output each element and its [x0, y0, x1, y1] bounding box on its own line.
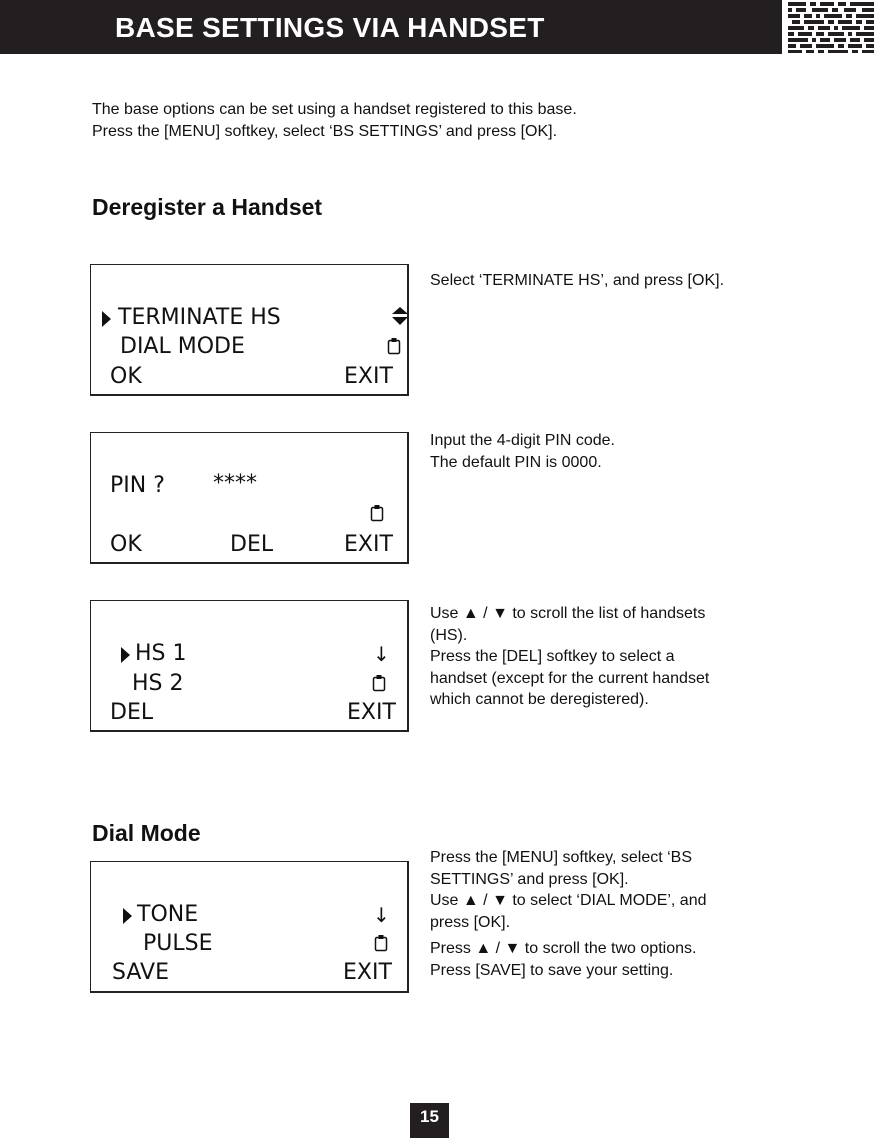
softkey-save: SAVE — [112, 960, 169, 985]
menu-item-dial-mode: DIAL MODE — [120, 334, 245, 359]
down-arrow-icon: ↓ — [373, 903, 390, 927]
note-line: which cannot be deregistered). — [430, 691, 649, 708]
softkey-exit: EXIT — [344, 364, 393, 389]
up-down-scroll-icon — [391, 306, 409, 326]
lcd-screen-dial-mode — [90, 861, 409, 993]
menu-item-terminate-hs: TERMINATE HS — [118, 305, 281, 330]
note-line: SETTINGS’ and press [OK]. — [430, 870, 629, 888]
clipboard-icon — [372, 674, 386, 692]
clipboard-icon — [387, 337, 401, 355]
down-arrow-icon: ↓ — [373, 642, 390, 666]
header-bar — [0, 0, 782, 54]
clipboard-icon — [374, 934, 388, 952]
page-number: 15 — [410, 1103, 449, 1138]
clipboard-icon — [370, 504, 384, 522]
option-pulse: PULSE — [143, 931, 213, 956]
note-terminate — [430, 270, 790, 292]
note-line: The default PIN is 0000. — [430, 453, 602, 471]
intro-text — [92, 99, 577, 143]
lcd-screen-handsets — [90, 600, 409, 732]
lcd-screen-terminate — [90, 264, 409, 396]
qr-code-icon — [786, 0, 878, 54]
softkey-exit: EXIT — [343, 960, 392, 985]
softkey-del: DEL — [110, 700, 154, 725]
selection-cursor-icon — [102, 311, 111, 327]
note-line: Input the 4-digit PIN code. — [430, 432, 615, 449]
note-handsets — [430, 603, 790, 711]
handset-item-1: HS 1 — [135, 641, 187, 666]
softkey-del: DEL — [230, 532, 274, 557]
note-line: Use ▲ / ▼ to scroll the list of handsets — [430, 605, 706, 622]
note-line: press [OK]. — [430, 913, 511, 931]
note-line: Press ▲ / ▼ to scroll the two options. — [430, 940, 697, 957]
softkey-ok: OK — [110, 532, 142, 557]
lcd-screen-pin — [90, 432, 409, 564]
intro-line: Press the [MENU] softkey, select ‘BS SETTINGS’ and press [OK]. — [92, 123, 558, 140]
handset-item-2: HS 2 — [132, 671, 184, 696]
note-line: Press the [MENU] softkey, select ‘BS — [430, 849, 693, 866]
section-heading-dial-mode: Dial Mode — [92, 820, 201, 846]
intro-line: The base options can be set using a handset registered to this base. — [92, 101, 577, 118]
note-line: handset (except for the current handset — [430, 669, 710, 687]
selection-cursor-icon — [123, 908, 132, 924]
note-line: Use ▲ / ▼ to select ‘DIAL MODE’, and — [430, 892, 707, 909]
page-title: BASE SETTINGS VIA HANDSET — [115, 12, 545, 43]
note-line: Select ‘TERMINATE HS’, and press [OK]. — [430, 272, 725, 289]
section-heading-deregister: Deregister a Handset — [92, 194, 323, 220]
pin-value: **** — [213, 471, 257, 496]
softkey-exit: EXIT — [347, 700, 396, 725]
note-line: Press the [DEL] softkey to select a — [430, 648, 675, 665]
note-dial-mode — [430, 847, 790, 981]
option-tone: TONE — [137, 902, 199, 927]
softkey-ok: OK — [110, 364, 142, 389]
note-pin — [430, 430, 790, 473]
selection-cursor-icon — [121, 647, 130, 663]
note-line: (HS). — [430, 626, 468, 644]
pin-label: PIN ? — [110, 473, 165, 498]
note-line: Press [SAVE] to save your setting. — [430, 961, 674, 979]
softkey-exit: EXIT — [344, 532, 393, 557]
